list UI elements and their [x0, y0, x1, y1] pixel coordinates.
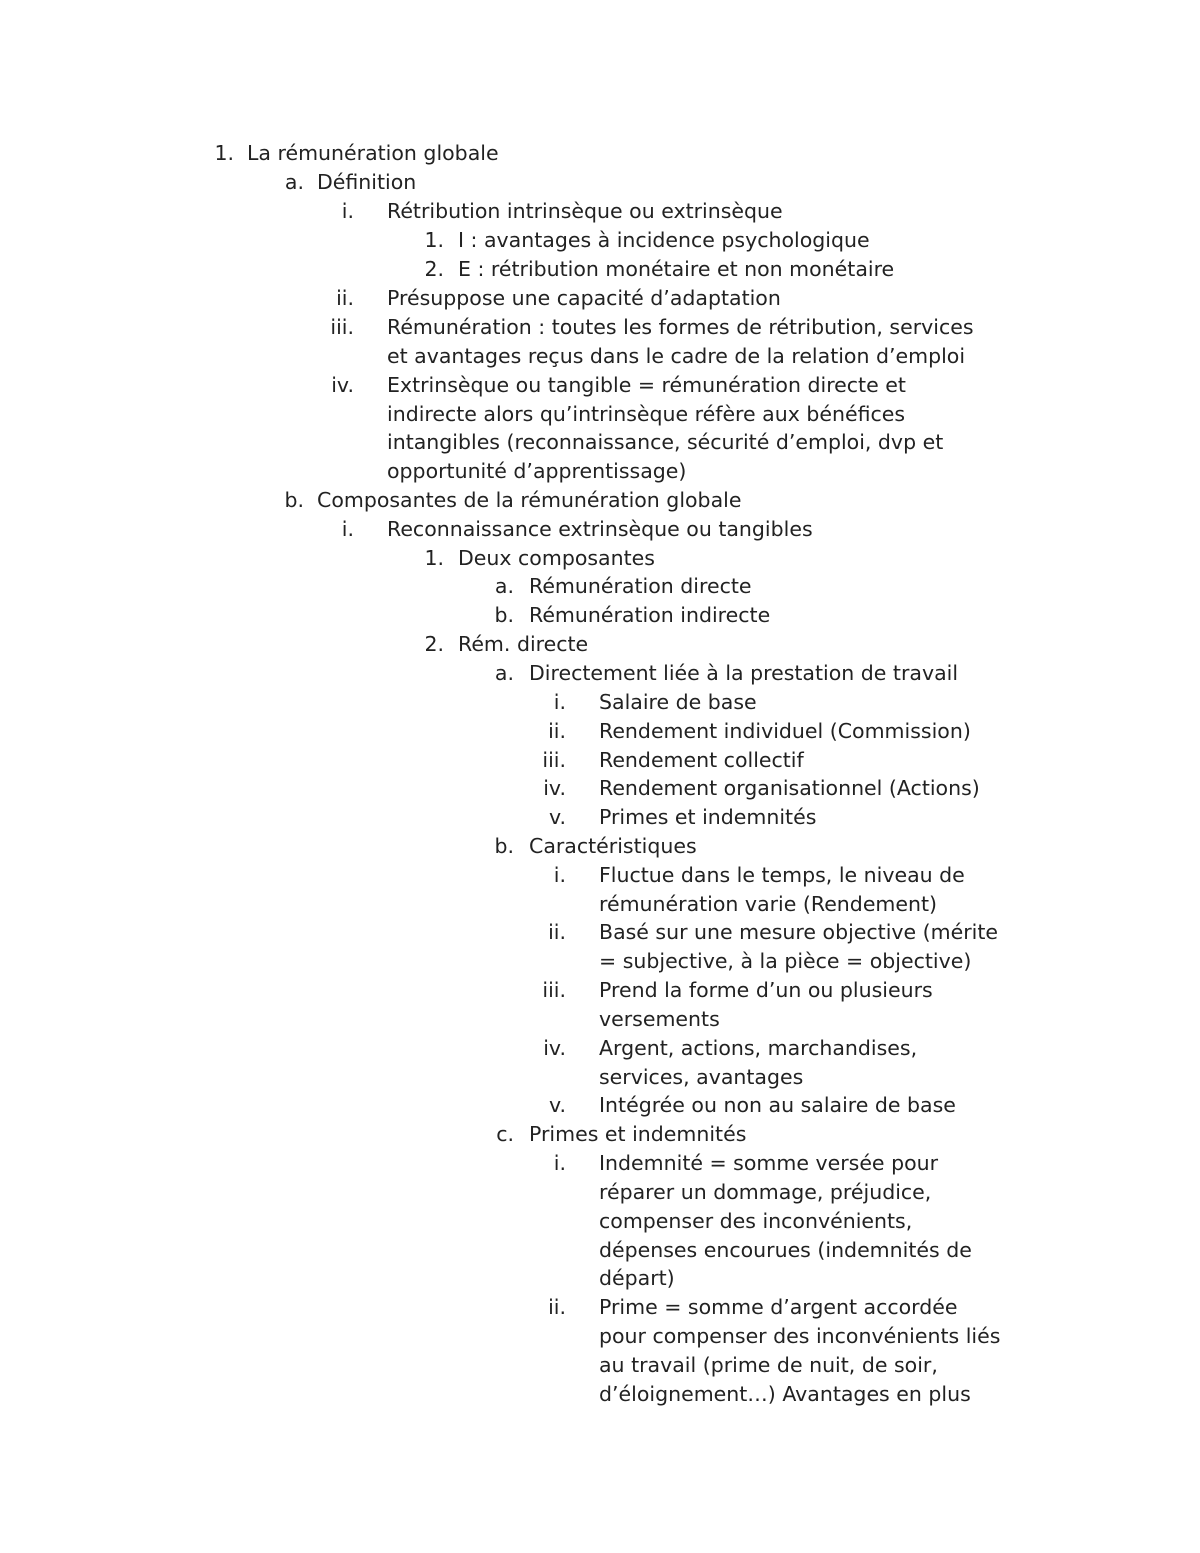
list-text: Rémunération directe — [529, 574, 752, 598]
list-marker: 1. — [214, 141, 234, 165]
list-marker: i. — [341, 199, 354, 223]
list-text: Basé sur une mesure objective (mérite — [599, 920, 999, 944]
list-marker: a. — [494, 661, 514, 685]
list-marker: c. — [496, 1122, 514, 1146]
list-text: d’éloignement…) Avantages en plus — [599, 1382, 971, 1406]
list-marker: a. — [284, 170, 304, 194]
list-marker: ii. — [548, 920, 566, 944]
list-marker: ii. — [336, 286, 354, 310]
list-text: départ) — [599, 1266, 675, 1290]
list-text: Prime = somme d’argent accordée — [599, 1295, 958, 1319]
list-text: Rendement collectif — [599, 748, 804, 772]
list-marker: iii. — [542, 748, 566, 772]
list-marker: i. — [553, 1151, 566, 1175]
list-text: Directement liée à la prestation de travail — [529, 661, 959, 685]
list-text: E : rétribution monétaire et non monétaire — [458, 257, 895, 281]
list-text: pour compenser des inconvénients liés — [599, 1324, 1001, 1348]
list-text: Rendement organisationnel (Actions) — [599, 776, 980, 800]
list-marker: 1. — [424, 546, 444, 570]
list-marker: a. — [494, 574, 514, 598]
list-text: Rém. directe — [458, 632, 589, 656]
list-text: au travail (prime de nuit, de soir, — [599, 1353, 938, 1377]
list-marker: ii. — [548, 719, 566, 743]
list-marker: v. — [548, 1093, 566, 1117]
list-text: compenser des inconvénients, — [599, 1209, 913, 1233]
list-text: La rémunération globale — [247, 141, 499, 165]
list-marker: b. — [284, 488, 304, 512]
list-marker: 2. — [424, 632, 444, 656]
list-marker: iii. — [542, 978, 566, 1002]
list-text: et avantages reçus dans le cadre de la relation d’emploi — [387, 344, 966, 368]
list-text: = subjective, à la pièce = objective) — [599, 949, 972, 973]
list-marker: i. — [553, 863, 566, 887]
list-text: Intégrée ou non au salaire de base — [599, 1093, 956, 1117]
list-text: rémunération varie (Rendement) — [599, 892, 938, 916]
list-text: Caractéristiques — [529, 834, 697, 858]
list-text: Présuppose une capacité d’adaptation — [387, 286, 781, 310]
list-marker: i. — [341, 517, 354, 541]
list-text: Prend la forme d’un ou plusieurs — [599, 978, 933, 1002]
list-text: Rémunération indirecte — [529, 603, 771, 627]
list-marker: 2. — [424, 257, 444, 281]
list-marker: ii. — [548, 1295, 566, 1319]
list-marker: v. — [548, 805, 566, 829]
list-text: dépenses encourues (indemnités de — [599, 1238, 972, 1262]
list-text: Reconnaissance extrinsèque ou tangibles — [387, 517, 813, 541]
list-text: Primes et indemnités — [599, 805, 817, 829]
list-marker: iv. — [331, 373, 354, 397]
list-text: I : avantages à incidence psychologique — [458, 228, 870, 252]
list-marker: b. — [494, 603, 514, 627]
list-text: versements — [599, 1007, 720, 1031]
list-text: Argent, actions, marchandises, — [599, 1036, 918, 1060]
list-text: Extrinsèque ou tangible = rémunération directe et — [387, 373, 906, 397]
list-text: Fluctue dans le temps, le niveau de — [599, 863, 965, 887]
list-text: Salaire de base — [599, 690, 757, 714]
list-text: services, avantages — [599, 1065, 804, 1089]
list-marker: i. — [553, 690, 566, 714]
list-text: réparer un dommage, préjudice, — [599, 1180, 932, 1204]
list-text: Indemnité = somme versée pour — [599, 1151, 939, 1175]
list-text: Deux composantes — [458, 546, 655, 570]
list-marker: iv. — [543, 1036, 566, 1060]
list-text: Définition — [317, 170, 417, 194]
list-marker: 1. — [424, 228, 444, 252]
list-marker: b. — [494, 834, 514, 858]
list-text: Rétribution intrinsèque ou extrinsèque — [387, 199, 783, 223]
list-text: Rémunération : toutes les formes de rétribution, services — [387, 315, 974, 339]
list-text: intangibles (reconnaissance, sécurité d’emploi, dvp et — [387, 430, 944, 454]
list-text: opportunité d’apprentissage) — [387, 459, 687, 483]
list-text: indirecte alors qu’intrinsèque réfère aux bénéfices — [387, 402, 906, 426]
list-text: Primes et indemnités — [529, 1122, 747, 1146]
list-marker: iii. — [330, 315, 354, 339]
list-marker: iv. — [543, 776, 566, 800]
list-text: Rendement individuel (Commission) — [599, 719, 971, 743]
list-text: Composantes de la rémunération globale — [317, 488, 742, 512]
